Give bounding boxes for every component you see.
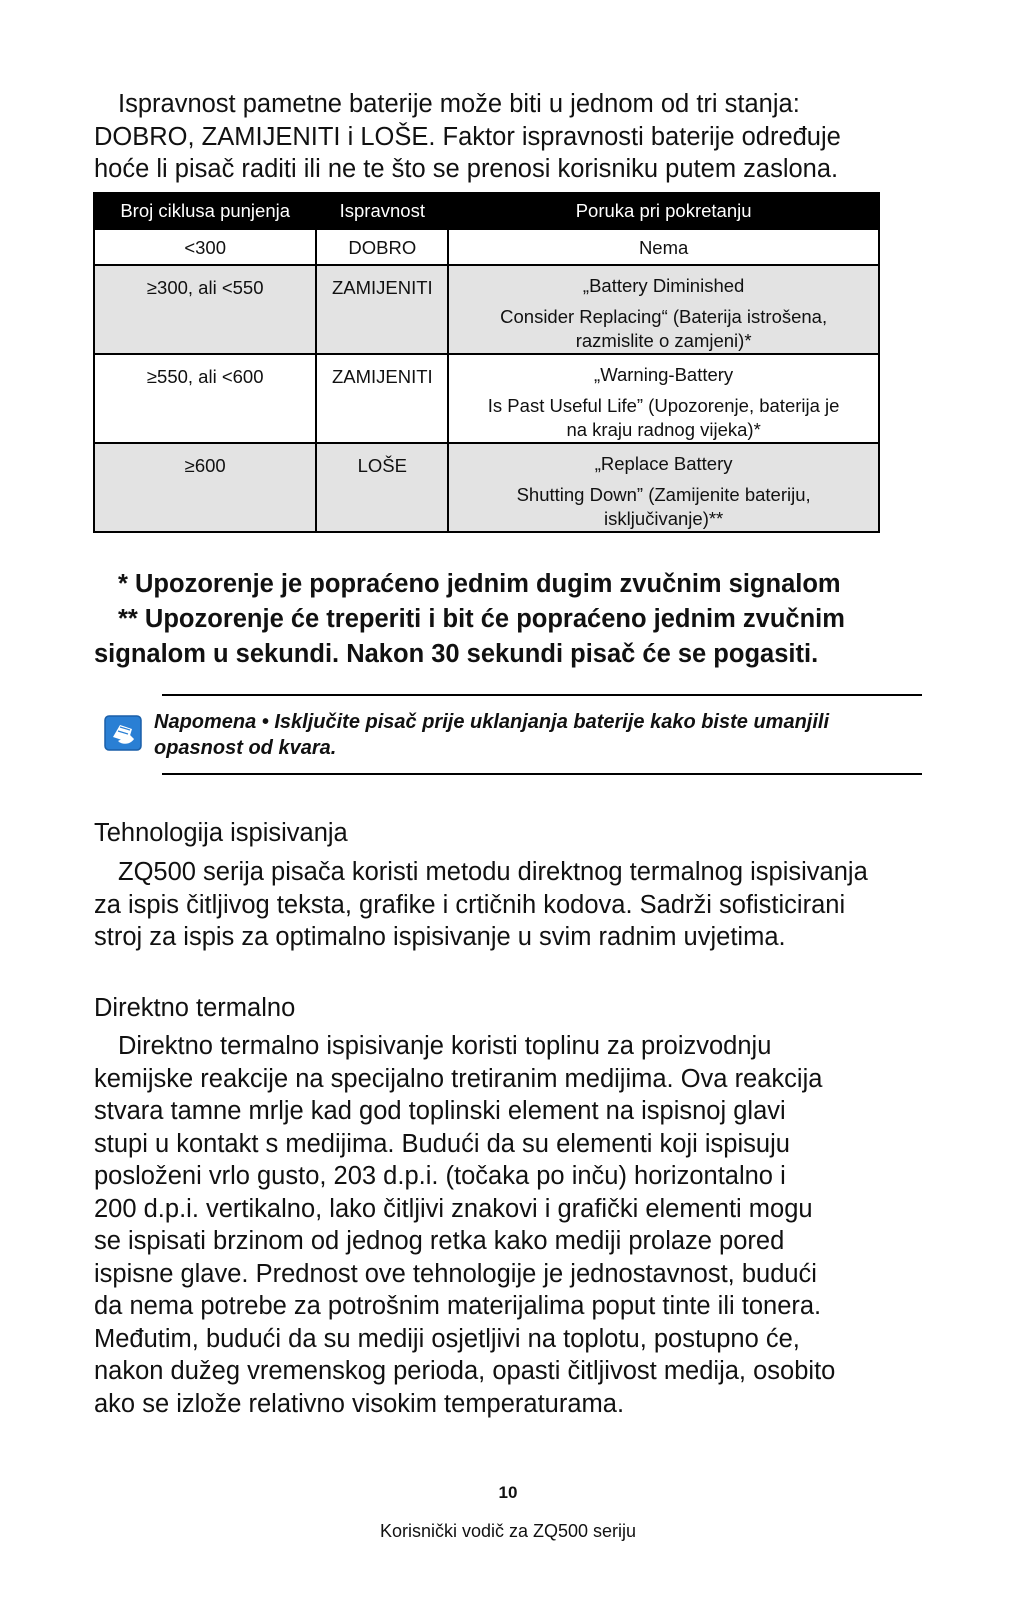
- cell-message: [448, 354, 879, 443]
- note-line: opasnost od kvara.: [154, 737, 337, 759]
- cell-cycles: [94, 229, 316, 265]
- cell-text: ZAMIJENITI: [331, 277, 433, 298]
- message-line: na kraju radnog vijeka)*: [566, 419, 761, 440]
- message-line: „Replace Battery: [594, 453, 733, 474]
- note-text: [154, 709, 914, 761]
- paragraph-line: nakon dužeg vremenskog perioda, opasti čitljivost medija, osobito: [94, 1357, 836, 1385]
- footnotes: [94, 567, 934, 672]
- section-heading-printing-technology: Tehnologija ispisivanja: [94, 819, 348, 847]
- message-line: „Warning-Battery: [594, 364, 734, 385]
- paragraph-line: Direktno termalno ispisivanje koristi toplinu za proizvodnju: [118, 1032, 772, 1060]
- footnote-line: ** Upozorenje će treperiti i bit će popraćeno jednim zvučnim: [118, 605, 845, 633]
- cell-text: LOŠE: [357, 455, 407, 476]
- column-header-message: Poruka pri pokretanju: [448, 193, 879, 229]
- section-heading-direct-thermal: Direktno termalno: [94, 994, 296, 1022]
- table-row: [94, 265, 879, 354]
- table-row: [94, 229, 879, 265]
- cell-text: <300: [184, 237, 227, 258]
- cell-text: ≥600: [184, 455, 226, 476]
- paragraph-line: da nema potrebe za potrošnim materijalima poput tinte ili tonera.: [94, 1292, 822, 1320]
- cell-text: DOBRO: [348, 237, 417, 258]
- message-line: „Battery Diminished: [582, 275, 745, 296]
- paragraph-line: za ispis čitljivog teksta, grafike i crtičnih kodova. Sadrži sofisticirani: [94, 890, 846, 919]
- cell-health: [316, 443, 448, 532]
- cell-health: [316, 354, 448, 443]
- cell-text: ≥300, ali <550: [146, 277, 264, 298]
- cell-cycles: [94, 265, 316, 354]
- intro-line: Ispravnost pametne baterije može biti u jednom od tri stanja:: [118, 90, 800, 118]
- note-line: Napomena • Isključite pisač prije uklanjanja baterije kako biste umanjili: [154, 711, 830, 733]
- intro-paragraph: [94, 88, 934, 186]
- paragraph-line: kemijske reakcije na specijalno tretiranim medijima. Ova reakcija: [94, 1064, 823, 1093]
- cell-health: [316, 229, 448, 265]
- note-bottom-rule: [162, 773, 922, 775]
- footnote-line: * Upozorenje je popraćeno jednim dugim zvučnim signalom: [118, 570, 841, 598]
- message-line: razmislite o zamjeni)*: [575, 330, 752, 351]
- intro-line: hoće li pisač raditi ili ne te što se prenosi korisniku putem zaslona.: [94, 155, 839, 183]
- paragraph-line: stvara tamne mrlje kad god toplinski element na ispisnoj glavi: [94, 1097, 786, 1125]
- paragraph-line: stroj za ispis za optimalno ispisivanje u svim radnim uvjetima.: [94, 923, 786, 951]
- intro-line: DOBRO, ZAMIJENITI i LOŠE. Faktor ispravnosti baterije određuje: [94, 122, 841, 151]
- paragraph-line: se ispisati brzinom od jednog retka kako mediji prolaze pored: [94, 1227, 785, 1255]
- cell-message: [448, 229, 879, 265]
- battery-health-table: [93, 192, 880, 533]
- cell-health: [316, 265, 448, 354]
- message-line: Shutting Down” (Zamijenite bateriju,: [516, 484, 811, 505]
- footnote-line: signalom u sekundi. Nakon 30 sekundi pisač će se pogasiti.: [94, 640, 819, 668]
- column-header-health: Ispravnost: [316, 193, 448, 229]
- cell-cycles: [94, 443, 316, 532]
- cell-text: ZAMIJENITI: [331, 366, 433, 387]
- message-line: Is Past Useful Life” (Upozorenje, baterija je: [487, 395, 840, 416]
- table-row: [94, 354, 879, 443]
- printing-technology-paragraph: [94, 856, 934, 954]
- cell-text: Nema: [638, 237, 689, 258]
- column-header-cycles: Broj ciklusa punjenja: [94, 193, 316, 229]
- note-hand-icon: [104, 715, 142, 751]
- message-line: isključivanje)**: [603, 508, 724, 529]
- cell-cycles: [94, 354, 316, 443]
- paragraph-line: ispisne glave. Prednost ove tehnologije je jednostavnost, budući: [94, 1259, 817, 1288]
- cell-message: [448, 443, 879, 532]
- note-top-rule: [162, 694, 922, 696]
- cell-text: ≥550, ali <600: [146, 366, 264, 387]
- table-header-row: [94, 193, 879, 229]
- paragraph-line: stupi u kontakt s medijima. Budući da su elementi koji ispisuju: [94, 1129, 790, 1158]
- paragraph-line: posloženi vrlo gusto, 203 d.p.i. (točaka po inču) horizontalno i: [94, 1162, 786, 1190]
- page-number: 10: [498, 1483, 518, 1502]
- footer-title: Korisnički vodič za ZQ500 seriju: [379, 1521, 637, 1541]
- paragraph-line: ZQ500 serija pisača koristi metodu direktnog termalnog ispisivanja: [118, 858, 868, 886]
- paragraph-line: 200 d.p.i. vertikalno, lako čitljivi znakovi i grafički elementi mogu: [94, 1194, 813, 1223]
- cell-message: [448, 265, 879, 354]
- message-line: Consider Replacing“ (Baterija istrošena,: [500, 306, 828, 327]
- direct-thermal-paragraph: [94, 1030, 934, 1420]
- paragraph-line: Međutim, budući da su mediji osjetljivi na toplotu, postupno će,: [94, 1324, 800, 1353]
- table-row: [94, 443, 879, 532]
- paragraph-line: ako se izlože relativno visokim temperaturama.: [94, 1389, 625, 1418]
